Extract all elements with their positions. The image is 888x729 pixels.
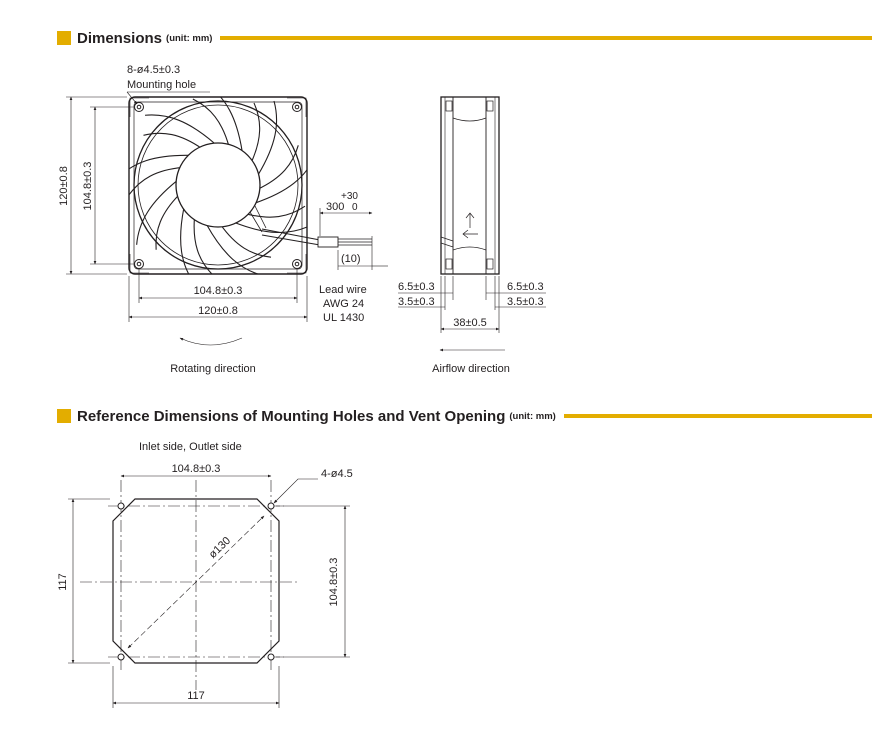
section-title: Reference Dimensions of Mounting Holes and Vent Opening [77, 407, 506, 425]
reference-dimension-lines [68, 476, 350, 708]
mounting-hole-icon [287, 98, 306, 117]
mounting-hole-icon [287, 254, 306, 273]
side-right-top: 6.5±0.3 [507, 281, 544, 293]
mounting-hole-icon [130, 254, 149, 273]
ref-pitch-top: 104.8±0.3 [171, 463, 221, 475]
section-unit: (unit: mm) [509, 410, 556, 422]
lead-ul: UL 1430 [323, 312, 365, 324]
fan-front-view [116, 83, 317, 284]
section-unit: (unit: mm) [166, 32, 213, 44]
lead-wire [262, 208, 388, 270]
ref-pitch-right: 104.8±0.3 [328, 557, 340, 607]
mounting-hole-icon [268, 654, 274, 660]
side-left-top: 6.5±0.3 [398, 281, 435, 293]
width-outer-label: 120±0.8 [198, 305, 238, 317]
lead-tol-minus: 0 [352, 202, 358, 213]
ref-hole-spec: 4-ø4.5 [321, 468, 353, 480]
hole-spec-label: 8-ø4.5±0.3 [127, 64, 181, 76]
mounting-hole-icon [268, 503, 274, 509]
side-right-bottom: 3.5±0.3 [507, 296, 544, 308]
mounting-hole-icon [118, 503, 124, 509]
height-outer-label: 120±0.8 [58, 166, 70, 206]
front-dimension-lines [66, 92, 307, 345]
rotation-mark-icon [463, 230, 478, 238]
lead-awg: AWG 24 [323, 298, 365, 310]
fan-hub [176, 143, 260, 227]
side-left-bottom: 3.5±0.3 [398, 296, 435, 308]
mounting-hole-icon [118, 654, 124, 660]
ref-diameter: ø130 [206, 534, 234, 561]
ref-width: 117 [187, 690, 205, 702]
mounting-hole-label: Mounting hole [127, 79, 197, 91]
rotating-direction-label: Rotating direction [170, 363, 256, 375]
inlet-outlet-label: Inlet side, Outlet side [139, 441, 242, 453]
lead-length: 300 [326, 201, 345, 213]
side-depth: 38±0.5 [453, 317, 487, 329]
airflow-direction-label: Airflow direction [432, 363, 510, 375]
airflow-mark-icon [466, 213, 474, 228]
ref-height: 117 [57, 573, 69, 591]
mounting-hole-icon [130, 98, 149, 117]
lead-type: Lead wire [319, 284, 367, 296]
fan-side-view [441, 97, 499, 274]
lead-tol-plus: +30 [341, 191, 358, 202]
width-pitch-label: 104.8±0.3 [193, 285, 243, 297]
section-title: Dimensions [77, 29, 163, 47]
lead-strip-length: (10) [341, 253, 361, 265]
rotate-arrow-icon [180, 338, 242, 345]
height-pitch-label: 104.8±0.3 [82, 161, 94, 211]
